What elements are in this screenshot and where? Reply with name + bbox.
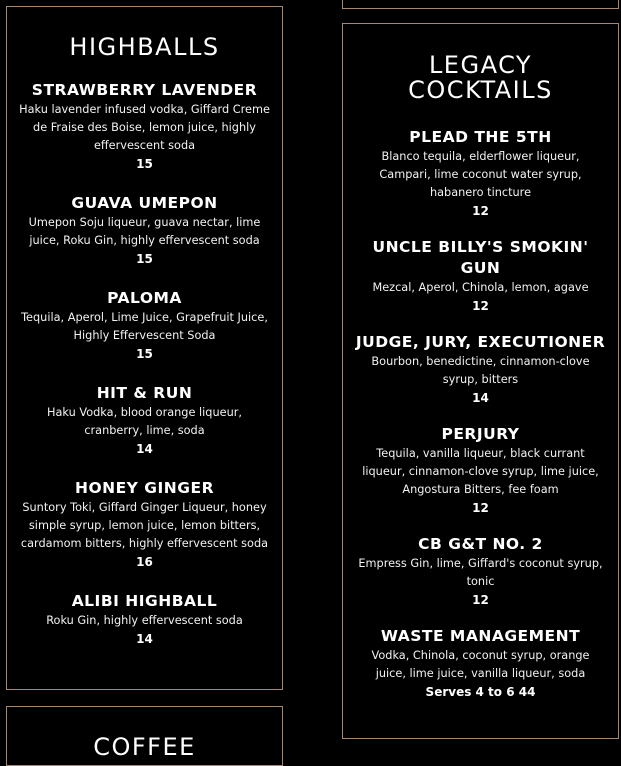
item-price: 12 <box>472 501 489 515</box>
item-description: Umepon Soju liqueur, guava nectar, lime juice, Roku Gin, highly effervescent soda <box>28 216 261 247</box>
menu-item <box>7 288 282 363</box>
menu-item <box>343 127 618 220</box>
item-description: Blanco tequila, elderflower liqueur, Campari, lime coconut water syrup, habanero tincture <box>379 150 582 199</box>
item-price: 14 <box>136 442 153 456</box>
menu-item <box>343 534 618 609</box>
coffee-panel <box>6 706 283 766</box>
title-line: COCKTAILS <box>408 76 553 104</box>
item-description: Suntory Toki, Giffard Ginger Liqueur, honey simple syrup, lemon juice, lemon bitters, cardamom bitters, highly effervescent soda <box>20 501 269 550</box>
highballs-panel <box>6 6 283 690</box>
item-name: ALIBI HIGHBALL <box>71 592 218 610</box>
item-price: 14 <box>472 391 489 405</box>
menu-item <box>343 424 618 517</box>
item-name: GUAVA UMEPON <box>71 194 218 212</box>
item-price: 12 <box>472 299 489 313</box>
item-name: PERJURY <box>441 425 520 443</box>
item-description: Haku Vodka, blood orange liqueur, cranberry, lime, soda <box>47 406 242 437</box>
item-name: HONEY GINGER <box>74 479 215 497</box>
item-price: 12 <box>472 593 489 607</box>
menu-item <box>7 193 282 268</box>
item-description: Tequila, vanilla liqueur, black currant liqueur, cinnamon-clove syrup, lime juice, Angostura Bitters, fee foam <box>362 447 599 496</box>
item-name: JUDGE, JURY, EXECUTIONER <box>355 333 606 351</box>
item-price: 14 <box>136 632 153 646</box>
legacy-cocktails-panel <box>342 23 619 739</box>
item-description: Roku Gin, highly effervescent soda <box>46 614 243 627</box>
item-description: Bourbon, benedictine, cinnamon-clove syrup, bitters <box>371 355 590 386</box>
item-name: STRAWBERRY LAVENDER <box>31 81 258 99</box>
legacy-cocktails-list <box>343 127 618 701</box>
menu-item <box>343 237 618 315</box>
item-price: 16 <box>136 555 153 569</box>
item-price: Serves 4 to 6 44 <box>425 685 536 699</box>
item-name: PLEAD THE 5TH <box>409 128 552 146</box>
item-price: 12 <box>472 204 489 218</box>
item-description: Empress Gin, lime, Giffard's coconut syrup, tonic <box>358 557 603 588</box>
item-price: 15 <box>136 157 153 171</box>
item-price: 15 <box>136 347 153 361</box>
menu-item <box>343 626 618 701</box>
menu-panel-top <box>342 0 619 9</box>
highballs-list <box>7 80 282 648</box>
menu-item <box>7 383 282 458</box>
item-description: Mezcal, Aperol, Chinola, lemon, agave <box>372 281 589 294</box>
item-price: 15 <box>136 252 153 266</box>
title-line: LEGACY <box>428 51 533 79</box>
menu-item <box>343 332 618 407</box>
legacy-cocktails-title <box>343 24 618 103</box>
menu-item <box>7 80 282 173</box>
item-name: UNCLE BILLY'S SMOKIN' GUN <box>372 238 589 277</box>
item-description: Haku lavender infused vodka, Giffard Creme de Fraise des Boise, lemon juice, highly effervescent soda <box>19 103 270 152</box>
menu-item <box>7 591 282 648</box>
item-name: WASTE MANAGEMENT <box>380 627 581 645</box>
coffee-title: COFFEE <box>93 733 196 761</box>
item-name: CB G&T NO. 2 <box>418 535 543 553</box>
item-name: PALOMA <box>107 289 182 307</box>
item-description: Vodka, Chinola, coconut syrup, orange juice, lime juice, vanilla liqueur, soda <box>371 649 590 680</box>
menu-item <box>7 478 282 571</box>
item-description: Tequila, Aperol, Lime Juice, Grapefruit Juice, Highly Effervescent Soda <box>21 311 268 342</box>
highballs-title: HIGHBALLS <box>69 33 220 61</box>
item-name: HIT & RUN <box>96 384 193 402</box>
